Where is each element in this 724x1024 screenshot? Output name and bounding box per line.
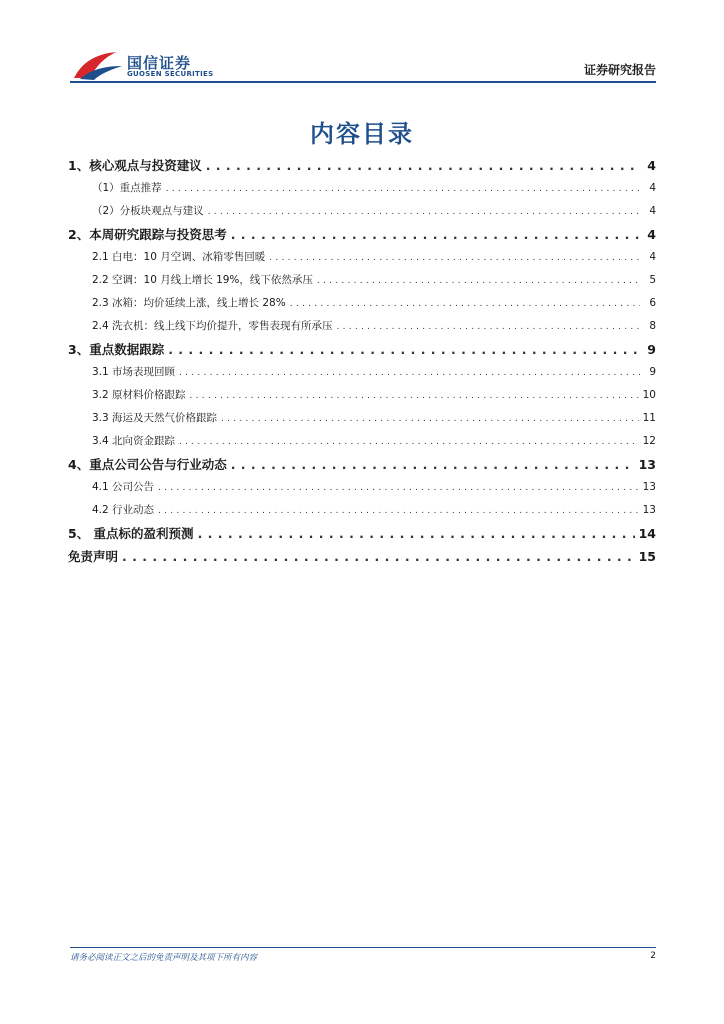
toc-subsection-entry[interactable] xyxy=(68,430,656,453)
toc-entry-title: 2.2 空调：10 月线上增长 19%，线下依然承压 xyxy=(92,274,313,286)
toc-entry-page: 10 xyxy=(642,389,656,401)
toc-entry-page: 14 xyxy=(638,526,656,541)
page-header xyxy=(70,48,656,82)
toc-entry-page: 4 xyxy=(647,227,656,242)
toc-subsection-entry[interactable] xyxy=(68,384,656,407)
toc-entry-title: 2、本周研究跟踪与投资思考 xyxy=(68,227,227,242)
toc-dot-leader xyxy=(158,477,639,500)
toc-entry-page: 9 xyxy=(647,342,656,357)
footer-divider xyxy=(70,947,656,948)
toc-dot-leader xyxy=(269,247,640,270)
toc-section-entry[interactable] xyxy=(68,545,656,568)
toc-entry-title: 免责声明 xyxy=(68,549,119,564)
logo-chinese-name: 国信证券 xyxy=(127,54,192,72)
toc-entry-title: 4、重点公司公告与行业动态 xyxy=(68,457,227,472)
toc-entry-page: 4 xyxy=(649,251,656,263)
toc-subsection-entry[interactable] xyxy=(68,292,656,315)
toc-entry-page: 13 xyxy=(642,504,656,516)
toc-entry-title: 1、核心观点与投资建议 xyxy=(68,158,202,173)
toc-entry-page: 4 xyxy=(647,158,656,173)
toc-entry-title: 3.4 北向资金跟踪 xyxy=(92,435,176,447)
toc-dot-leader xyxy=(190,385,639,408)
page-number: 2 xyxy=(650,951,656,961)
toc-entry-title: 2.1 白电：10 月空调、冰箱零售回暖 xyxy=(92,251,266,263)
toc-section-entry[interactable] xyxy=(68,154,656,177)
toc-entry-page: 5 xyxy=(649,274,656,286)
toc-dot-leader xyxy=(208,201,640,224)
toc-entry-page: 11 xyxy=(642,412,656,424)
toc-subsection-entry[interactable] xyxy=(68,269,656,292)
report-type-label: 证券研究报告 xyxy=(583,63,656,77)
toc-entry-page: 12 xyxy=(642,435,656,447)
toc-dot-leader xyxy=(337,316,640,339)
toc-dot-leader xyxy=(317,270,640,293)
toc-subsection-entry[interactable] xyxy=(68,177,656,200)
toc-entry-page: 8 xyxy=(649,320,656,332)
toc-entry-title: 3.3 海运及天然气价格跟踪 xyxy=(92,412,218,424)
toc-subsection-entry[interactable] xyxy=(68,315,656,338)
toc-section-entry[interactable] xyxy=(68,453,656,476)
toc-entry-title: 3、重点数据跟踪 xyxy=(68,342,165,357)
toc-dot-leader xyxy=(231,453,635,476)
toc-entry-page: 9 xyxy=(649,366,656,378)
guosen-logo-icon xyxy=(70,48,124,82)
footer-disclaimer: 请务必阅读正文之后的免责声明及其项下所有内容 xyxy=(70,953,258,963)
toc-entry-title: 2.4 洗衣机：线上线下均价提升，零售表现有所承压 xyxy=(92,320,333,332)
toc-dot-leader xyxy=(206,154,640,177)
toc-section-entry[interactable] xyxy=(68,522,656,545)
toc-entry-page: 6 xyxy=(649,297,656,309)
toc-dot-leader xyxy=(168,338,640,361)
header-divider xyxy=(70,81,656,83)
toc-section-entry[interactable] xyxy=(68,223,656,246)
toc-entry-title: 2.3 冰箱：均价延续上涨，线上增长 28% xyxy=(92,297,286,309)
toc-section-entry[interactable] xyxy=(68,338,656,361)
toc-entry-title: 4.1 公司公告 xyxy=(92,481,155,493)
toc-entry-title: 3.2 原材料价格跟踪 xyxy=(92,389,186,401)
toc-dot-leader xyxy=(122,545,635,568)
toc-dot-leader xyxy=(198,522,635,545)
toc-dot-leader xyxy=(179,362,640,385)
toc-dot-leader xyxy=(221,408,639,431)
toc-subsection-entry[interactable] xyxy=(68,407,656,430)
toc-dot-leader xyxy=(290,293,640,316)
toc-subsection-entry[interactable] xyxy=(68,200,656,223)
toc-subsection-entry[interactable] xyxy=(68,246,656,269)
toc-entry-title: （2）分板块观点与建议 xyxy=(92,205,204,217)
toc-entry-title: 5、 重点标的盈利预测 xyxy=(68,526,194,541)
toc-dot-leader xyxy=(158,500,639,523)
toc-subsection-entry[interactable] xyxy=(68,361,656,384)
toc-entry-title: （1）重点推荐 xyxy=(92,182,162,194)
toc-dot-leader xyxy=(179,431,639,454)
toc-entry-page: 4 xyxy=(649,205,656,217)
toc-entry-page: 13 xyxy=(642,481,656,493)
table-of-contents xyxy=(68,154,656,568)
toc-dot-leader xyxy=(231,223,640,246)
toc-dot-leader xyxy=(166,178,640,201)
toc-subsection-entry[interactable] xyxy=(68,499,656,522)
toc-entry-page: 13 xyxy=(638,457,656,472)
toc-subsection-entry[interactable] xyxy=(68,476,656,499)
toc-entry-page: 4 xyxy=(649,182,656,194)
toc-entry-title: 3.1 市场表现回顾 xyxy=(92,366,176,378)
logo-english-name: GUOSEN SECURITIES xyxy=(127,70,214,78)
page-title: 内容目录 xyxy=(310,120,414,148)
toc-entry-page: 15 xyxy=(638,549,656,564)
toc-entry-title: 4.2 行业动态 xyxy=(92,504,155,516)
